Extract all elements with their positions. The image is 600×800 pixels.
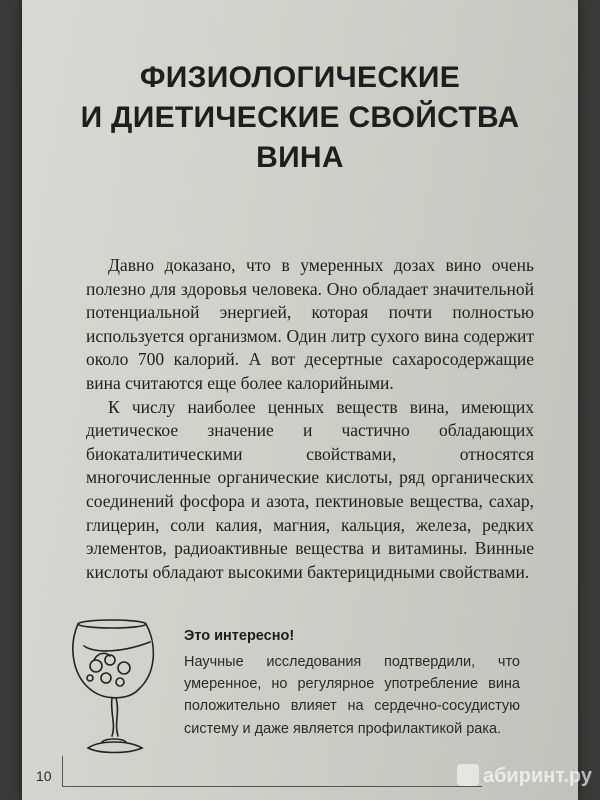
chapter-title: [62, 58, 538, 178]
note-text: Научные исследования подтвердили, что умеренное, но регулярное употребление вина положительно влияет на сердечно-сосудистую систему и даже является профилактикой рака.: [184, 654, 520, 737]
note-title: Это интересно!: [184, 628, 295, 644]
labirint-logo-icon: [457, 764, 479, 786]
title-line-3: ВИНА: [256, 141, 344, 174]
watermark: [457, 764, 592, 788]
page-number: 10: [36, 768, 52, 784]
paragraph-2: К числу наиболее ценных веществ вина, имеющих диетическое значение и частично обладающих биокаталитическими свойствами, относятся многочисленные органические кислоты, ряд органических соединений фосфора и азота, пектиновые вещества, сахар, глицерин, соли калия, магния, кальция, железа, редких элементов, радиоактивные вещества и витамины. Винные кислоты обладают высокими бактерицидными свойствами.: [86, 396, 534, 582]
paragraph-1: Давно доказано, что в умеренных дозах вино очень полезно для здоровья человека. Оно обладает значительной потенциальной энергией, которая почти полностью используется организмом. Один литр сухого вина содержит около 700 калорий. А вот десертные сахаросодержащие вина считаются еще более калорийными.: [86, 255, 534, 393]
book-page: [22, 0, 578, 800]
footer-tick: [62, 756, 63, 786]
title-line-2: И ДИЕТИЧЕСКИЕ СВОЙСТВА: [80, 101, 520, 134]
watermark-text: абиринт.ру: [482, 765, 592, 787]
wine-glass-icon: [66, 616, 166, 766]
body-text: [86, 254, 534, 584]
title-line-1: ФИЗИОЛОГИЧЕСКИЕ: [139, 61, 461, 94]
footer-rule: [62, 786, 482, 787]
